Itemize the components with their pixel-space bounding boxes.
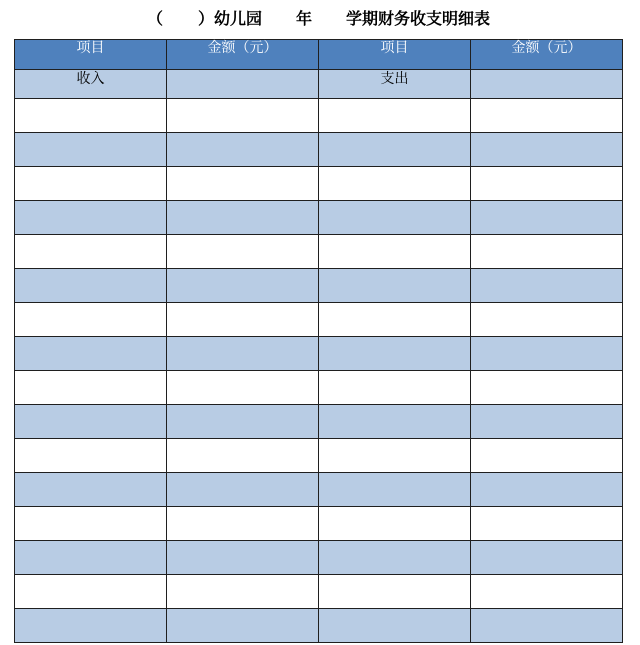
- income-amount-cell[interactable]: [167, 133, 319, 167]
- expense-item-cell[interactable]: [319, 541, 471, 575]
- income-amount-cell[interactable]: [167, 405, 319, 439]
- header-expense-amount: 金额（元）: [471, 40, 623, 70]
- income-item-cell[interactable]: [15, 507, 167, 541]
- income-label: 收入: [15, 70, 167, 99]
- income-amount-cell[interactable]: [167, 541, 319, 575]
- income-item-cell[interactable]: [15, 133, 167, 167]
- table-row: [15, 541, 623, 575]
- income-amount-cell[interactable]: [167, 201, 319, 235]
- income-item-cell[interactable]: [15, 201, 167, 235]
- expense-item-cell[interactable]: [319, 371, 471, 405]
- table-row: [15, 337, 623, 371]
- expense-item-cell[interactable]: [319, 473, 471, 507]
- income-amount-cell[interactable]: [167, 507, 319, 541]
- table-row: [15, 133, 623, 167]
- header-expense-item: 项目: [319, 40, 471, 70]
- income-item-cell[interactable]: [15, 303, 167, 337]
- expense-label: 支出: [319, 70, 471, 99]
- table-row: [15, 473, 623, 507]
- table-row: [15, 167, 623, 201]
- expense-amount-cell[interactable]: [471, 269, 623, 303]
- expense-amount-cell[interactable]: [471, 337, 623, 371]
- title-open-paren: （: [147, 9, 164, 28]
- expense-amount-cell[interactable]: [471, 167, 623, 201]
- income-amount-cell[interactable]: [167, 609, 319, 643]
- income-item-cell[interactable]: [15, 541, 167, 575]
- table-row: [15, 269, 623, 303]
- expense-amount-cell[interactable]: [471, 439, 623, 473]
- income-amount-cell[interactable]: [167, 235, 319, 269]
- income-amount-cell[interactable]: [167, 575, 319, 609]
- title-statement: 学期财务收支明细表: [346, 9, 491, 28]
- expense-amount-cell[interactable]: [471, 70, 623, 99]
- header-income-item: 项目: [15, 40, 167, 70]
- income-item-cell[interactable]: [15, 337, 167, 371]
- expense-amount-cell[interactable]: [471, 541, 623, 575]
- expense-item-cell[interactable]: [319, 405, 471, 439]
- expense-amount-cell[interactable]: [471, 405, 623, 439]
- income-amount-cell[interactable]: [167, 473, 319, 507]
- expense-amount-cell[interactable]: [471, 303, 623, 337]
- table-row: [15, 303, 623, 337]
- expense-amount-cell[interactable]: [471, 507, 623, 541]
- expense-amount-cell[interactable]: [471, 575, 623, 609]
- income-item-cell[interactable]: [15, 405, 167, 439]
- table-row: [15, 99, 623, 133]
- expense-item-cell[interactable]: [319, 303, 471, 337]
- header-income-amount: 金额（元）: [167, 40, 319, 70]
- expense-item-cell[interactable]: [319, 201, 471, 235]
- table-row: [15, 609, 623, 643]
- income-amount-cell[interactable]: [167, 70, 319, 99]
- table-header-row: [15, 40, 623, 70]
- expense-item-cell[interactable]: [319, 167, 471, 201]
- income-amount-cell[interactable]: [167, 269, 319, 303]
- table-subheader-row: [15, 70, 623, 99]
- table-row: [15, 507, 623, 541]
- expense-item-cell[interactable]: [319, 609, 471, 643]
- title-kindergarten: ）幼儿园: [198, 9, 263, 28]
- expense-item-cell[interactable]: [319, 439, 471, 473]
- expense-amount-cell[interactable]: [471, 133, 623, 167]
- table-row: [15, 575, 623, 609]
- expense-item-cell[interactable]: [319, 507, 471, 541]
- income-amount-cell[interactable]: [167, 337, 319, 371]
- expense-amount-cell[interactable]: [471, 201, 623, 235]
- income-item-cell[interactable]: [15, 371, 167, 405]
- income-item-cell[interactable]: [15, 609, 167, 643]
- page-title: [0, 6, 640, 30]
- table-row: [15, 405, 623, 439]
- expense-item-cell[interactable]: [319, 337, 471, 371]
- table-row: [15, 201, 623, 235]
- income-item-cell[interactable]: [15, 235, 167, 269]
- income-amount-cell[interactable]: [167, 167, 319, 201]
- income-item-cell[interactable]: [15, 439, 167, 473]
- finance-table: [14, 39, 623, 643]
- expense-amount-cell[interactable]: [471, 99, 623, 133]
- income-amount-cell[interactable]: [167, 439, 319, 473]
- title-year: 年: [296, 9, 313, 28]
- expense-item-cell[interactable]: [319, 235, 471, 269]
- income-amount-cell[interactable]: [167, 99, 319, 133]
- income-item-cell[interactable]: [15, 269, 167, 303]
- income-amount-cell[interactable]: [167, 303, 319, 337]
- income-item-cell[interactable]: [15, 575, 167, 609]
- table-row: [15, 371, 623, 405]
- expense-amount-cell[interactable]: [471, 609, 623, 643]
- table-row: [15, 439, 623, 473]
- expense-item-cell[interactable]: [319, 133, 471, 167]
- income-amount-cell[interactable]: [167, 371, 319, 405]
- expense-item-cell[interactable]: [319, 575, 471, 609]
- table-row: [15, 235, 623, 269]
- expense-amount-cell[interactable]: [471, 473, 623, 507]
- income-item-cell[interactable]: [15, 167, 167, 201]
- income-item-cell[interactable]: [15, 473, 167, 507]
- income-item-cell[interactable]: [15, 99, 167, 133]
- expense-item-cell[interactable]: [319, 99, 471, 133]
- expense-amount-cell[interactable]: [471, 235, 623, 269]
- expense-amount-cell[interactable]: [471, 371, 623, 405]
- expense-item-cell[interactable]: [319, 269, 471, 303]
